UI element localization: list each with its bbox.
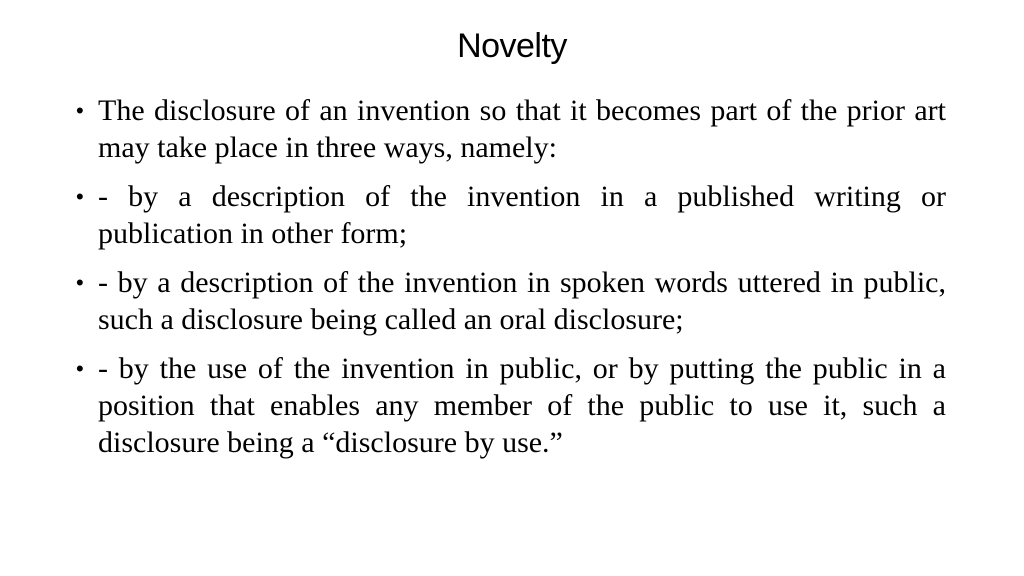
bullet-list — [72, 92, 946, 473]
bullet-icon: • — [76, 270, 84, 295]
bullet-icon: • — [76, 98, 84, 123]
bullet-text: - by a description of the invention in spoken words uttered in public, such a disclosure being called an oral disclosure; — [98, 266, 946, 336]
slide-title: Novelty — [457, 27, 567, 65]
bullet-icon: • — [76, 184, 84, 209]
bullet-text: The disclosure of an invention so that it becomes part of the prior art may take place in three ways, namely: — [98, 94, 946, 164]
bullet-item — [72, 264, 946, 338]
bullet-icon: • — [76, 356, 84, 381]
bullet-item — [72, 350, 946, 461]
bullet-item — [72, 92, 946, 166]
bullet-text: - by the use of the invention in public, or by putting the public in a position that enables any member of the public to use it, such a disclosure being a “disclosure by use.” — [98, 352, 946, 459]
bullet-item — [72, 178, 946, 252]
bullet-text: - by a description of the invention in a published writing or publication in other form; — [98, 180, 946, 250]
